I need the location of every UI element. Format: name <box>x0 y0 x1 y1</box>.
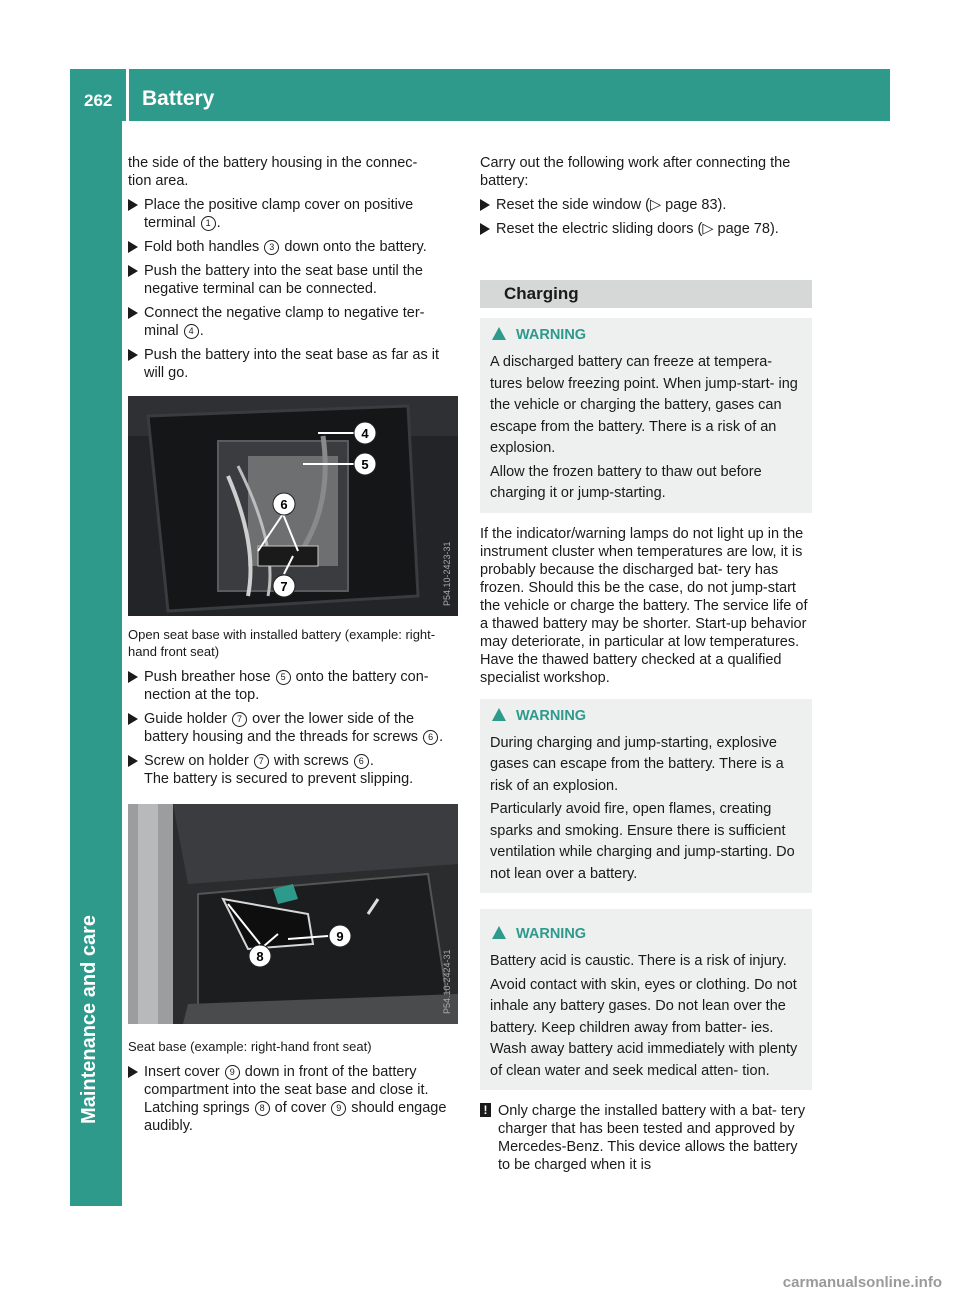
warning-text: A discharged battery can freeze at tempera- tures below freezing point. When jump-start- ing the vehicle or charging the battery, gases can escape from the battery. There is a risk of an explosion. <box>490 354 798 456</box>
step-item: Fold both handles 3 down onto the battery. <box>128 238 460 256</box>
warning-title: WARNING <box>490 326 802 344</box>
arrow-icon <box>480 199 490 211</box>
callout-badge: 8 <box>255 1101 270 1116</box>
callout-badge: 4 <box>184 324 199 339</box>
callout-badge: 9 <box>225 1065 240 1080</box>
section-title: Charging <box>504 284 579 303</box>
step-item: Reset the side window (▷ page 83). <box>480 196 812 214</box>
step-item: Push the battery into the seat base as far as it will go. <box>128 346 460 382</box>
callout-label: 8 <box>256 949 264 964</box>
seat-base-photo <box>128 804 458 1024</box>
notice-text: Only charge the installed battery with a bat- tery charger that has been tested and approved by Mercedes-Benz. This device allows the battery to be charged when it is <box>498 1103 806 1173</box>
chapter-tab <box>70 121 122 1134</box>
body-text: If the indicator/warning lamps do not light up in the instrument cluster when temperatures are low, it is probably because the discharged bat- tery has frozen. Should this be the case, do not jump-start the vehicle or charge the battery. The service life of a thawed battery may be shorter. Start-up behavior may deteriorate, in particular at low temperatures. Have the thawed battery checked at a qualified specialist workshop. <box>480 525 808 686</box>
header-divider <box>126 69 129 121</box>
exclamation-icon: ! <box>480 1103 491 1117</box>
notice-block <box>480 1102 812 1174</box>
figure-caption: Seat base (example: right-hand front seat) <box>128 1039 372 1054</box>
arrow-icon <box>128 265 138 277</box>
warning-text: Particularly avoid fire, open flames, creating sparks and smoking. Ensure there is sufficient ventilation while charging and jump-starting. Do not lean over a battery. <box>490 801 795 882</box>
arrow-icon <box>128 713 138 725</box>
warning-box <box>480 909 812 1090</box>
arrow-icon <box>128 671 138 683</box>
warning-icon <box>492 926 506 939</box>
callout-label: 9 <box>336 929 344 944</box>
warning-box <box>480 318 812 513</box>
figure-code: P54.10-2424-31 <box>442 949 452 1014</box>
seat-base-illustration <box>128 804 458 1024</box>
battery-photo <box>128 396 458 616</box>
warning-text: Battery acid is caustic. There is a risk of injury. <box>490 953 787 969</box>
arrow-icon <box>128 241 138 253</box>
callout-label: 7 <box>280 579 288 594</box>
page-title: Battery <box>142 87 215 110</box>
warning-box <box>480 699 812 894</box>
arrow-icon <box>128 349 138 361</box>
arrow-icon <box>128 755 138 767</box>
warning-title: WARNING <box>490 707 802 725</box>
warning-icon <box>492 327 506 340</box>
page-reference-link[interactable]: page 78 <box>717 221 770 237</box>
chapter-label: Maintenance and care <box>78 915 100 1124</box>
callout-badge: 7 <box>232 712 247 727</box>
warning-title: WARNING <box>490 925 802 943</box>
figure-code: P54.10-2423-31 <box>442 541 452 606</box>
arrow-icon <box>128 307 138 319</box>
callout-badge: 3 <box>264 240 279 255</box>
callout-label: 4 <box>361 426 369 441</box>
page-header <box>70 69 890 121</box>
callout-badge: 7 <box>254 754 269 769</box>
callout-badge: 6 <box>423 730 438 745</box>
left-column <box>128 154 460 1141</box>
warning-text: Avoid contact with skin, eyes or clothing. Do not inhale any battery gases. Do not lean over the battery. Keep children away from batter- ies. Wash away battery acid immediately with plenty of clean water and seek medical atten- tion. <box>490 976 798 1079</box>
figure-caption: Open seat base with installed battery (example: right-hand front seat) <box>128 627 436 659</box>
step-item: Screw on holder 7 with screws 6 . The battery is secured to prevent slipping. <box>128 752 460 788</box>
callout-label: 6 <box>280 497 288 512</box>
page-ref-icon: ▷ <box>649 197 662 213</box>
callout-badge: 9 <box>331 1101 346 1116</box>
page-ref-icon: ▷ <box>702 221 714 237</box>
arrow-icon <box>128 1066 138 1078</box>
page-number: 262 <box>84 91 113 110</box>
step-item: Connect the negative clamp to negative ter- minal 4 . <box>128 304 460 340</box>
right-column <box>480 154 812 1174</box>
step-item: Reset the electric sliding doors (▷ page 78). <box>480 220 812 238</box>
callout-badge: 6 <box>354 754 369 769</box>
footer-watermark: carmanualsonline.info <box>782 1274 942 1291</box>
page-reference-link[interactable]: page 83 <box>665 197 718 213</box>
step-item: Place the positive clamp cover on positive terminal 1 . <box>128 196 460 232</box>
section-header <box>480 280 812 308</box>
intro-text: Carry out the following work after connecting the battery: <box>480 155 791 189</box>
arrow-icon <box>480 223 490 235</box>
warning-text: During charging and jump-starting, explosive gases can escape from the battery. There is a risk of an explosion. <box>490 734 784 794</box>
step-item: Push breather hose 5 onto the battery con- nection at the top. <box>128 668 460 704</box>
step-item: Guide holder 7 over the lower side of the battery housing and the threads for screws 6 . <box>128 710 460 746</box>
battery-illustration <box>128 396 458 616</box>
callout-label: 5 <box>361 457 369 472</box>
arrow-icon <box>128 199 138 211</box>
step-item: Push the battery into the seat base until the negative terminal can be connected. <box>128 262 460 298</box>
warning-icon <box>492 708 506 721</box>
chapter-tab-end <box>70 1134 122 1206</box>
intro-text: the side of the battery housing in the connec- tion area. <box>128 155 418 189</box>
step-item: Insert cover 9 down in front of the battery compartment into the seat base and close it. Latching springs 8 of cover 9 should engage audibly. <box>128 1063 460 1135</box>
callout-badge: 5 <box>276 670 291 685</box>
callout-badge: 1 <box>201 216 216 231</box>
warning-text: Allow the frozen battery to thaw out before charging it or jump-starting. <box>490 463 762 501</box>
